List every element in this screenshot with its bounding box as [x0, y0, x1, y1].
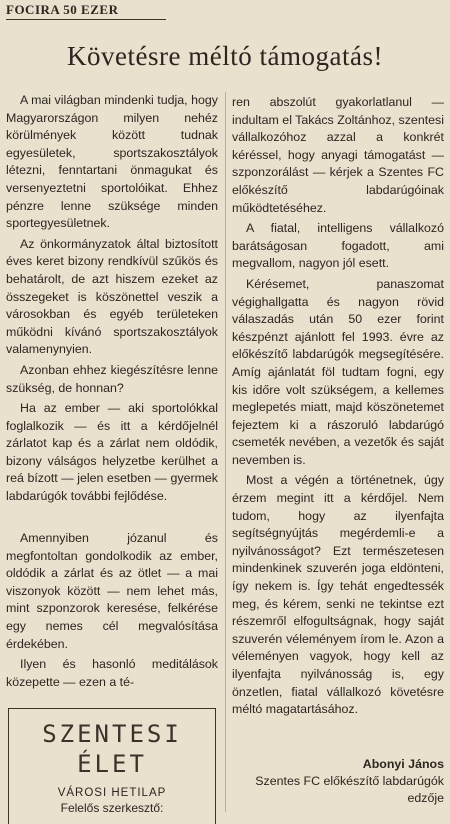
- author-signature: [232, 756, 444, 807]
- column-divider: [225, 92, 226, 812]
- article-column-left: [6, 92, 218, 510]
- article-column-right: [232, 94, 444, 794]
- article-paragraph: Amennyiben józanul és megfontoltan gondolkodik az ember, oldódik a zárlat és az ötlet — a mai viszonyok között — nem lehet más, mint szponzorok keresése, felkérése egy nemes cél megvalósítása érdekében.: [6, 531, 218, 651]
- article-paragraph: Most a végén a történetnek, úgy érzem megint itt a kérdőjel. Nem tudom, hogy az ilyenfajta segítségnyújtás megérdemli-e a nyilvánosságot? Ezt természetesen mindenkinek szuverén joga eldönteni, így nekem is. Így tehát engedtessék meg, és kérem, senki ne tekintse ezt részemről elfogultságnak, hogy saját szuverén véleményem írom le. Azon a véleményen vagyok, hogy kell az ilyenfajta nyilvánosság is, egy önzetlen, fiatal vállalkozó követésre méltó magatartásához.: [232, 473, 444, 717]
- article-paragraph: Azonban ehhez kiegészítésre lenne szükség, de honnan?: [6, 362, 218, 395]
- author-name: Abonyi János: [362, 757, 444, 771]
- newspaper-masthead-box: [8, 708, 216, 824]
- masthead-editor-label: Felelős szerkesztő:: [60, 801, 164, 815]
- article-headline: Követésre méltó támogatás!: [67, 41, 383, 71]
- article-paragraph: Az önkormányzatok által biztosított éves keret bizony rendkívül szűkös és behatárolt, de azt hiszem ezeket az összegeket is köszönettel veszik a városokban és egyéb területeken működni kívánó sportszakosztályok valamenynyien.: [6, 236, 218, 357]
- article-paragraph: ren abszolút gyakorlatlanul — indultam el Takács Zoltánhoz, szentesi vállalkozóhoz azzal a konkrét kéréssel, hogy anyagi támogatást — szponzorálást — kérjek a Szentes FC előkészítő labdarúgóinak működtetéséhez.: [232, 95, 444, 215]
- article-paragraph: A fiatal, intelligens vállalkozó barátságosan fogadott, ami megvallom, nagyon jól esett.: [232, 221, 444, 271]
- masthead-title-line1: SZENTESI: [42, 720, 182, 748]
- article-paragraph: Kérésemet, panaszomat végighallgatta és nagyon rövid válaszadás után 50 ezer forint készpénzt ajánlott fel 1993. évre az előkészítő labdarúgók megsegítésére. Amíg ajánlatát föl tudtam fogni, egy kis időre volt szükségem, a kellemes meglepetés miatt, majd köszönetemet fejeztem ki a rászoruló labdarúgó csemeték nevében, a vezetők és saját nevemben is.: [232, 276, 444, 467]
- article-paragraph: Ilyen és hasonló meditálások közepette — ezen a té-: [6, 657, 218, 689]
- masthead-subtitle: VÁROSI HETILAP: [57, 787, 167, 799]
- article-paragraph: A mai világban mindenki tudja, hogy Magyarországon milyen nehéz körülmények között tudnak egyesületek, sportszakosztályok létezni, fenntartani önmagukat és versenyeztetni sportolóikat. Ehhez pénzre lenne szüksége minden sportegyesületnek.: [6, 93, 218, 231]
- masthead-title-line2: ÉLET: [77, 750, 147, 778]
- section-kicker: FOCIRA 50 EZER: [6, 2, 166, 20]
- article-column-left-continued: [6, 530, 218, 700]
- article-paragraph: Ha az ember — aki sportolókkal foglalkozik — és itt a kérdőjelnél zárlatot kap és a zárlat nem oldódik, bizony válságos helyzetbe kerülhet a reá bízott — jelen esetben — gyermek labdarúgók további fejlődése.: [6, 401, 218, 504]
- author-title: Szentes FC előkészítő labdarúgók edzője: [255, 774, 444, 805]
